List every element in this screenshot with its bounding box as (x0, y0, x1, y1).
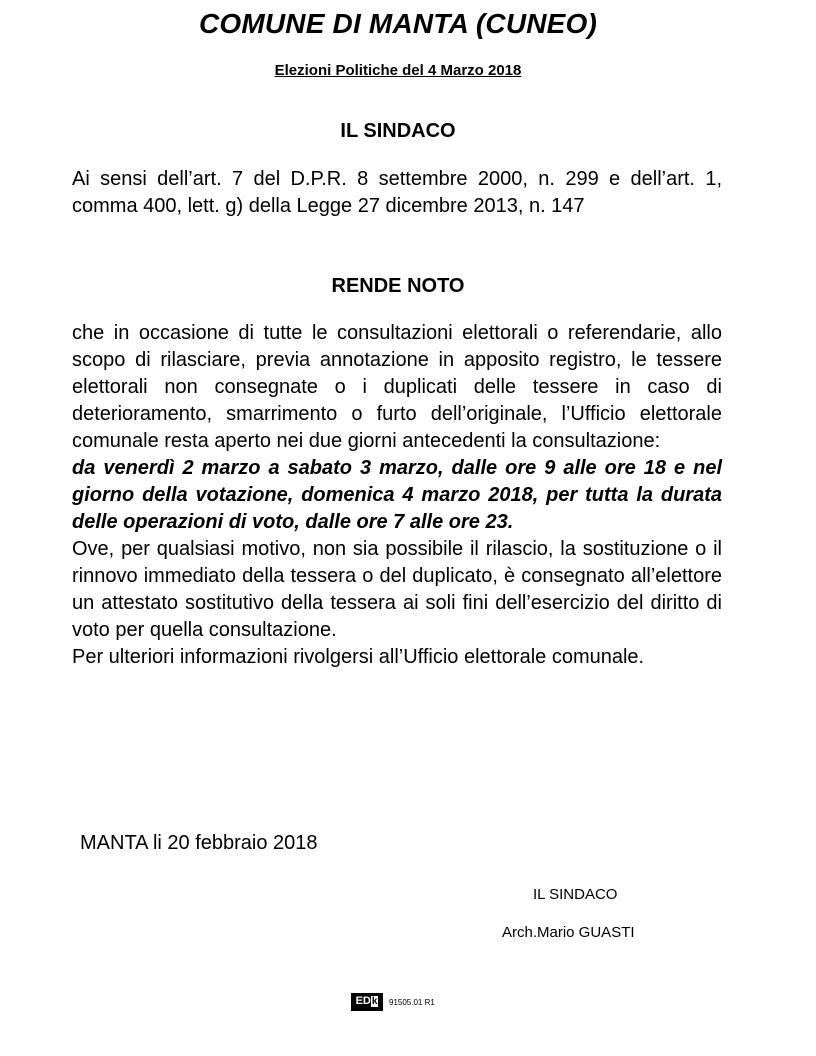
form-code: 91505.01 R1 (389, 998, 435, 1007)
notice-substitute-text: Ove, per qualsiasi motivo, non sia possibile il rilascio, la sostituzione o il rinnovo immediato della tessera o del duplicato, è consegnato all’elettore un attestato sostitutivo della tessera ai soli fini dell’esercizio del diritto di voto per quella consultazione. (72, 538, 722, 641)
edk-logo-icon (351, 993, 383, 1011)
heading-rende-noto: RENDE NOTO (331, 275, 465, 297)
election-subtitle: Elezioni Politiche del 4 Marzo 2018 (274, 62, 522, 79)
notice-schedule-text: da venerdì 2 marzo a sabato 3 marzo, dalle ore 9 alle ore 18 e nel giorno della votazione, domenica 4 marzo 2018, per tutta la durata delle operazioni di voto, dalle ore 7 alle ore 23. (72, 457, 722, 533)
document-title: COMUNE DI MANTA (CUNEO) (198, 8, 598, 39)
signature-name: Arch.Mario GUASTI (502, 924, 635, 941)
logo-k: k (371, 996, 378, 1007)
signature-title: IL SINDACO (533, 886, 618, 903)
legal-reference-paragraph: Ai sensi dell’art. 7 del D.P.R. 8 settembre 2000, n. 299 e dell’art. 1, comma 400, lett. g) della Legge 27 dicembre 2013, n. 147 (72, 168, 722, 217)
notice-body (72, 320, 722, 671)
logo-text: ED (355, 995, 371, 1007)
notice-intro-text: che in occasione di tutte le consultazioni elettorali o referendarie, allo scopo di rilasciare, previa annotazione in apposito registro, le tessere elettorali non consegnate o i duplicati delle tessere in caso di deterioramento, smarrimento o furto dell’originale, l’Ufficio elettorale comunale resta aperto nei due giorni antecedenti la consultazione: (72, 322, 722, 452)
date-line: MANTA li 20 febbraio 2018 (80, 832, 318, 854)
notice-info-text: Per ulteriori informazioni rivolgersi all’Ufficio elettorale comunale. (72, 646, 645, 668)
heading-il-sindaco: IL SINDACO (340, 120, 456, 142)
